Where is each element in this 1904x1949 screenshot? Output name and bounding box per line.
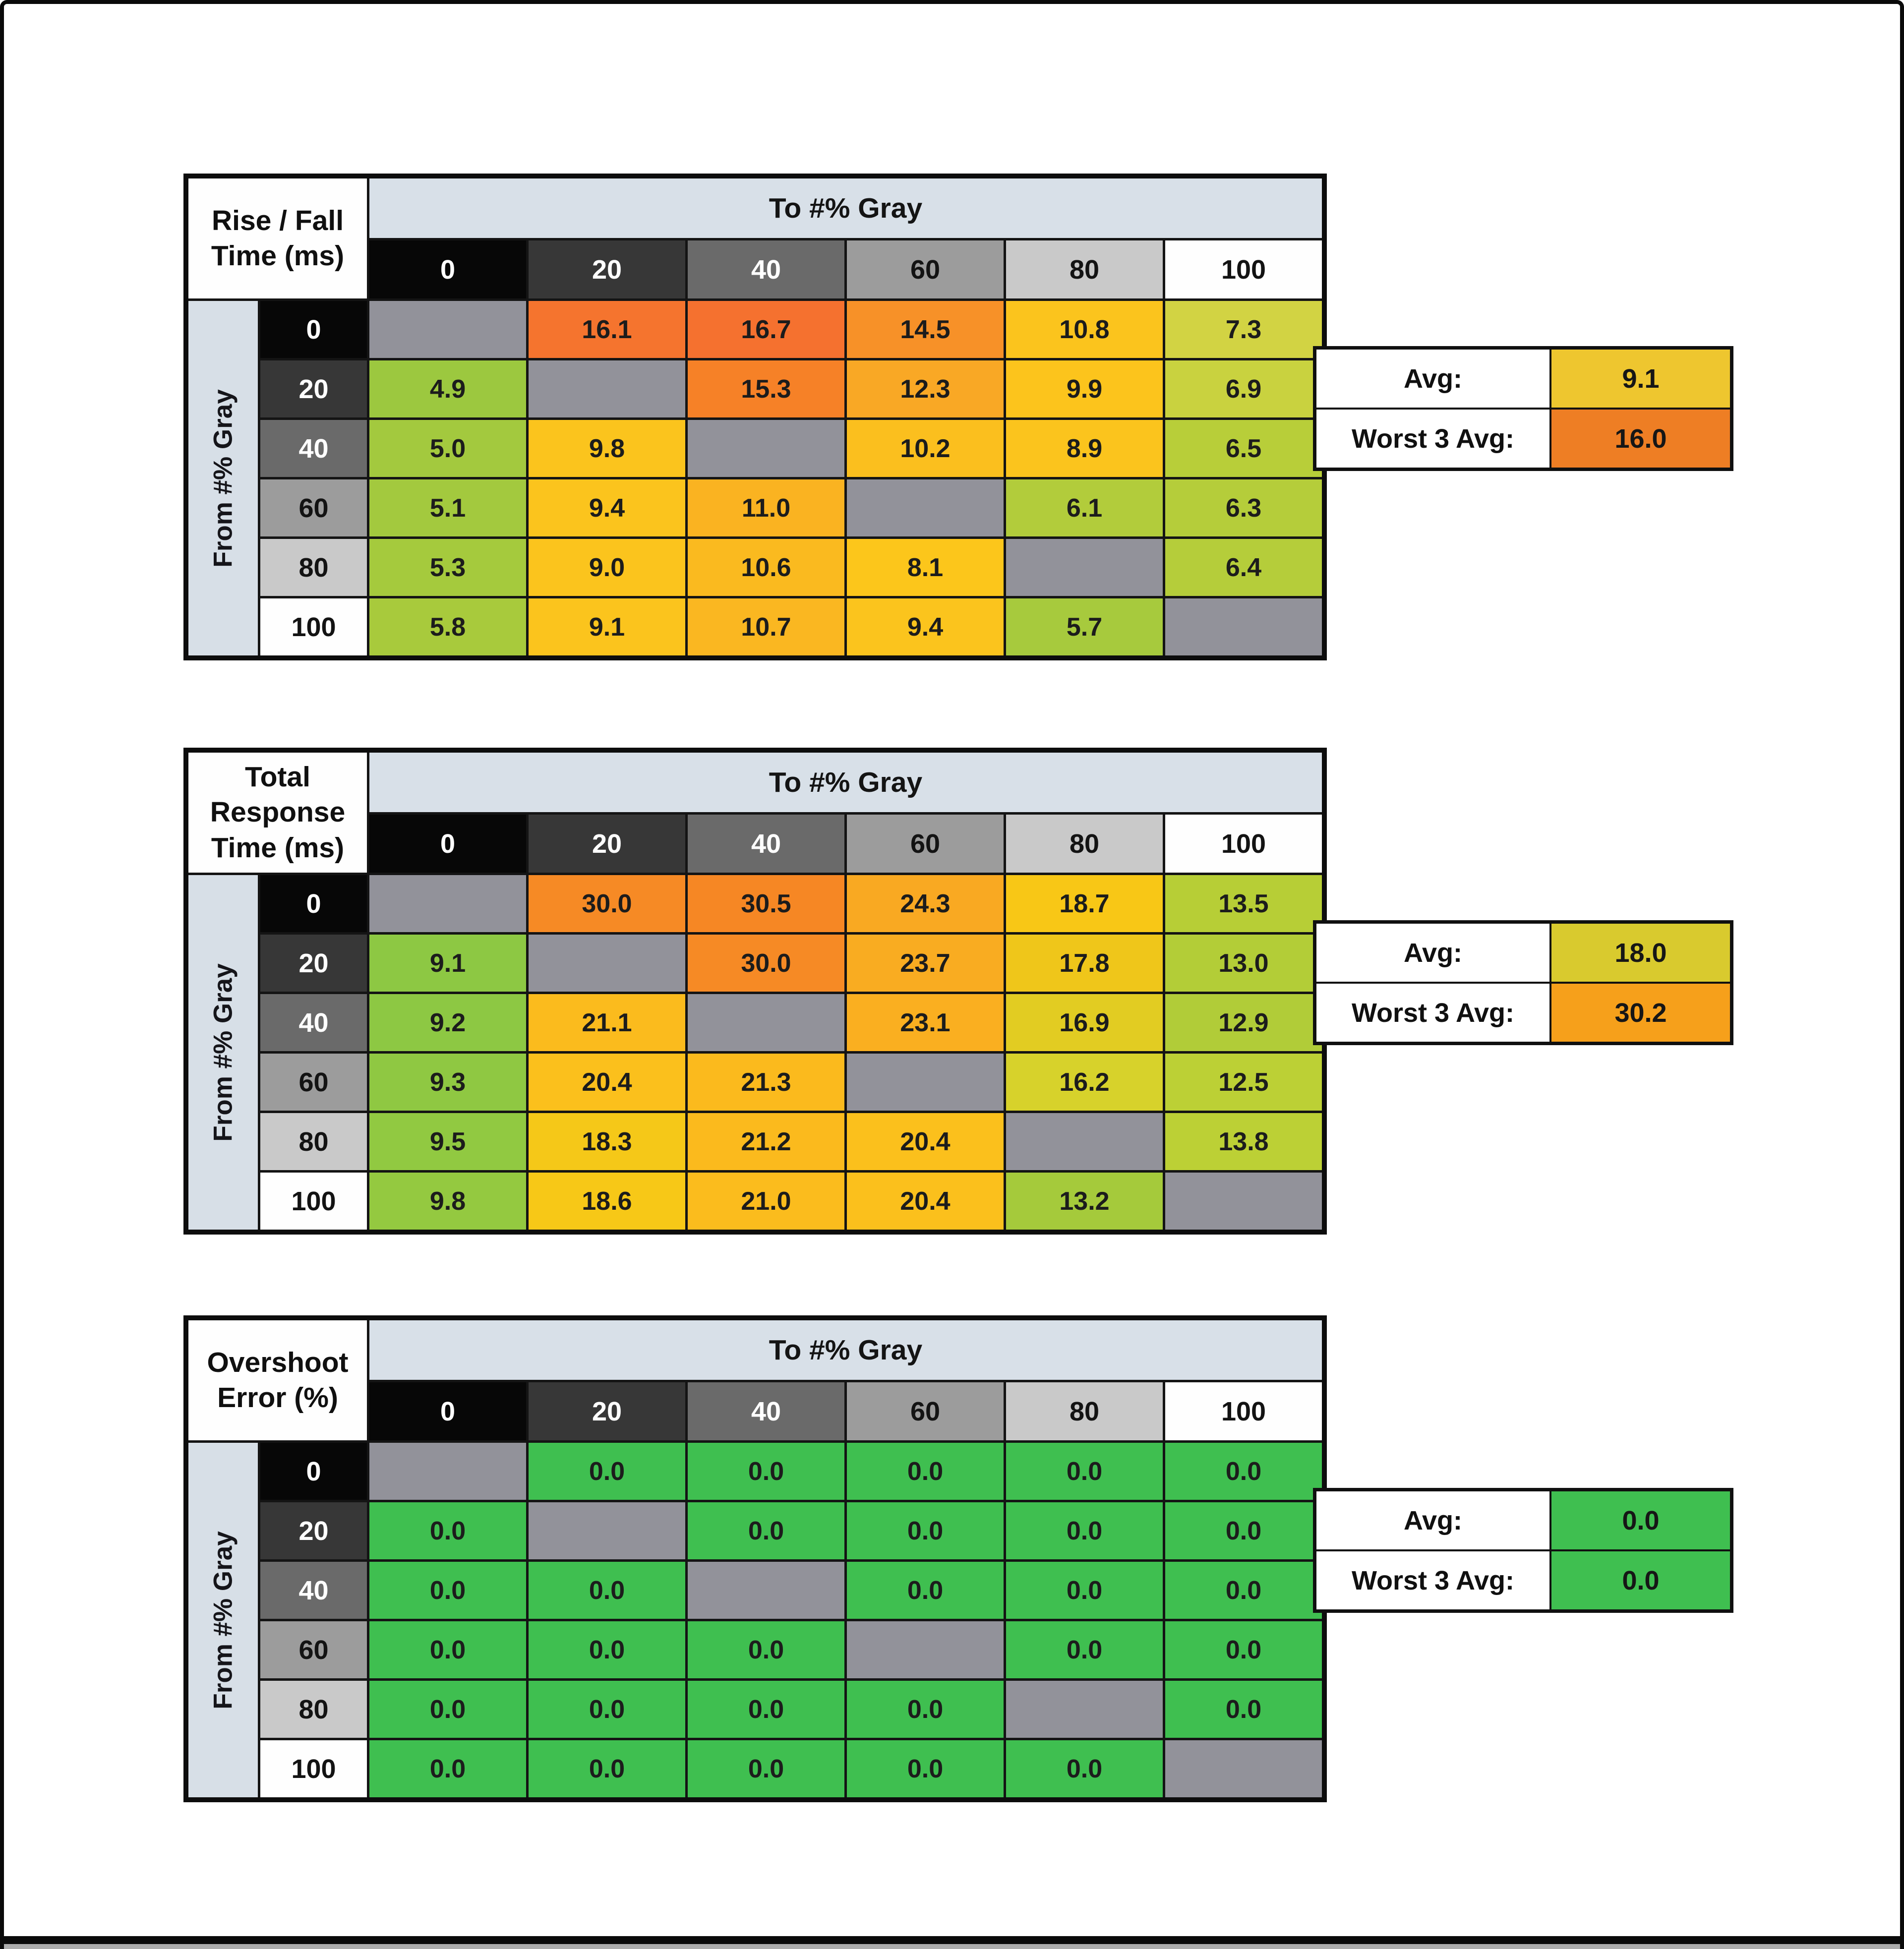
value-cell: 0.0: [1005, 1501, 1164, 1561]
row-header-40: 40: [259, 993, 368, 1053]
row-header-60: 60: [259, 478, 368, 538]
value-cell: 11.0: [687, 478, 846, 538]
diagonal-cell: [1005, 1680, 1164, 1739]
col-header-60: 60: [846, 814, 1005, 874]
header-row-group: [186, 750, 1324, 814]
value-cell: 9.9: [1005, 359, 1164, 419]
summary-box-overshoot-error: [1313, 1488, 1733, 1613]
col-header-80: 80: [1005, 814, 1164, 874]
value-cell: 0.0: [687, 1501, 846, 1561]
diagonal-cell: [1005, 538, 1164, 597]
value-cell: 9.5: [368, 1112, 528, 1172]
diagonal-cell: [528, 359, 687, 419]
value-cell: 6.9: [1164, 359, 1325, 419]
data-row: [186, 1442, 1324, 1501]
table-title-line1: Total Response: [210, 761, 346, 828]
col-header-60: 60: [846, 239, 1005, 300]
table-title-line2: Time (ms): [211, 240, 345, 272]
value-cell: 0.0: [528, 1739, 687, 1800]
col-group-label: To #% Gray: [368, 1318, 1325, 1381]
value-cell: 23.1: [846, 993, 1005, 1053]
value-cell: 12.5: [1164, 1053, 1325, 1112]
data-row: [186, 934, 1324, 993]
value-cell: 14.5: [846, 300, 1005, 359]
value-cell: 23.7: [846, 934, 1005, 993]
col-header-0: 0: [368, 1381, 528, 1442]
value-cell: 9.1: [368, 934, 528, 993]
table-title: [186, 1318, 368, 1442]
value-cell: 0.0: [846, 1680, 1005, 1739]
table-title-line1: Overshoot: [207, 1346, 349, 1378]
data-row: [186, 1172, 1324, 1233]
section-rise-fall-time: [183, 174, 1667, 660]
data-row: [186, 300, 1324, 359]
value-cell: 5.1: [368, 478, 528, 538]
data-row: [186, 478, 1324, 538]
value-cell: 16.1: [528, 300, 687, 359]
table-title-line2: Time (ms): [211, 831, 345, 864]
value-cell: 16.9: [1005, 993, 1164, 1053]
value-cell: 0.0: [1005, 1620, 1164, 1680]
value-cell: 10.2: [846, 419, 1005, 478]
value-cell: 0.0: [528, 1442, 687, 1501]
value-cell: 0.0: [1164, 1680, 1325, 1739]
header-row-group: [186, 176, 1324, 239]
bottom-frame-line: [4, 1936, 1900, 1944]
row-header-0: 0: [259, 874, 368, 934]
value-cell: 13.5: [1164, 874, 1325, 934]
value-cell: 0.0: [1005, 1561, 1164, 1620]
worst3-avg-value: 16.0: [1551, 410, 1730, 468]
data-row: [186, 1112, 1324, 1172]
data-row: [186, 1680, 1324, 1739]
value-cell: 20.4: [846, 1172, 1005, 1233]
value-cell: 0.0: [687, 1620, 846, 1680]
value-cell: 9.2: [368, 993, 528, 1053]
row-header-0: 0: [259, 300, 368, 359]
value-cell: 0.0: [846, 1442, 1005, 1501]
value-cell: 15.3: [687, 359, 846, 419]
diagonal-cell: [368, 874, 528, 934]
value-cell: 0.0: [846, 1739, 1005, 1800]
value-cell: 0.0: [528, 1620, 687, 1680]
value-cell: 12.3: [846, 359, 1005, 419]
col-header-0: 0: [368, 239, 528, 300]
diagonal-cell: [368, 300, 528, 359]
row-group-label: From #% Gray: [208, 389, 238, 568]
value-cell: 30.0: [687, 934, 846, 993]
data-row: [186, 993, 1324, 1053]
col-header-100: 100: [1164, 814, 1325, 874]
avg-value: 18.0: [1551, 924, 1730, 982]
diagonal-cell: [846, 1620, 1005, 1680]
value-cell: 0.0: [528, 1680, 687, 1739]
diagonal-cell: [846, 1053, 1005, 1112]
bottom-frame-strip: [4, 1944, 1900, 1949]
table-title: [186, 750, 368, 874]
diagonal-cell: [528, 1501, 687, 1561]
diagonal-cell: [1164, 597, 1325, 658]
value-cell: 0.0: [846, 1501, 1005, 1561]
row-header-40: 40: [259, 1561, 368, 1620]
heatmap-overshoot-error: [183, 1315, 1327, 1802]
avg-label: Avg:: [1316, 1491, 1549, 1549]
col-group-label: To #% Gray: [368, 750, 1325, 814]
value-cell: 9.3: [368, 1053, 528, 1112]
diagonal-cell: [846, 478, 1005, 538]
summary-box-total-response-time: [1313, 920, 1733, 1045]
value-cell: 13.0: [1164, 934, 1325, 993]
row-header-20: 20: [259, 1501, 368, 1561]
value-cell: 0.0: [368, 1561, 528, 1620]
col-header-100: 100: [1164, 1381, 1325, 1442]
value-cell: 0.0: [1164, 1620, 1325, 1680]
value-cell: 16.7: [687, 300, 846, 359]
heatmap-total-response-time: [183, 748, 1327, 1235]
value-cell: 9.1: [528, 597, 687, 658]
col-header-80: 80: [1005, 239, 1164, 300]
avg-value: 0.0: [1551, 1491, 1730, 1549]
row-header-100: 100: [259, 1739, 368, 1800]
value-cell: 6.5: [1164, 419, 1325, 478]
section-total-response-time: [183, 748, 1667, 1235]
value-cell: 18.6: [528, 1172, 687, 1233]
header-row-group: [186, 1318, 1324, 1381]
value-cell: 9.8: [368, 1172, 528, 1233]
value-cell: 9.4: [528, 478, 687, 538]
col-header-20: 20: [528, 1381, 687, 1442]
row-header-20: 20: [259, 359, 368, 419]
diagonal-cell: [368, 1442, 528, 1501]
data-row: [186, 419, 1324, 478]
row-header-40: 40: [259, 419, 368, 478]
value-cell: 20.4: [528, 1053, 687, 1112]
value-cell: 12.9: [1164, 993, 1325, 1053]
row-header-100: 100: [259, 1172, 368, 1233]
value-cell: 30.0: [528, 874, 687, 934]
diagonal-cell: [1164, 1739, 1325, 1800]
value-cell: 6.1: [1005, 478, 1164, 538]
value-cell: 10.7: [687, 597, 846, 658]
data-row: [186, 538, 1324, 597]
diagonal-cell: [528, 934, 687, 993]
worst3-avg-value: 30.2: [1551, 984, 1730, 1042]
row-header-20: 20: [259, 934, 368, 993]
diagonal-cell: [687, 1561, 846, 1620]
value-cell: 0.0: [368, 1680, 528, 1739]
row-header-100: 100: [259, 597, 368, 658]
col-header-40: 40: [687, 814, 846, 874]
avg-label: Avg:: [1316, 924, 1549, 982]
value-cell: 7.3: [1164, 300, 1325, 359]
col-header-100: 100: [1164, 239, 1325, 300]
data-row: [186, 1501, 1324, 1561]
value-cell: 5.0: [368, 419, 528, 478]
row-group-label: From #% Gray: [208, 963, 238, 1142]
data-row: [186, 874, 1324, 934]
table-title-line1: Rise / Fall: [211, 204, 344, 236]
row-group-label-cell: [186, 1442, 259, 1800]
value-cell: 5.8: [368, 597, 528, 658]
value-cell: 13.2: [1005, 1172, 1164, 1233]
value-cell: 10.8: [1005, 300, 1164, 359]
table-title: [186, 176, 368, 300]
value-cell: 9.8: [528, 419, 687, 478]
value-cell: 16.2: [1005, 1053, 1164, 1112]
value-cell: 18.3: [528, 1112, 687, 1172]
data-row: [186, 1053, 1324, 1112]
col-header-20: 20: [528, 814, 687, 874]
value-cell: 0.0: [368, 1620, 528, 1680]
col-header-40: 40: [687, 1381, 846, 1442]
value-cell: 9.4: [846, 597, 1005, 658]
row-header-60: 60: [259, 1053, 368, 1112]
data-row: [186, 597, 1324, 658]
value-cell: 0.0: [687, 1680, 846, 1739]
value-cell: 8.9: [1005, 419, 1164, 478]
value-cell: 0.0: [368, 1739, 528, 1800]
value-cell: 9.0: [528, 538, 687, 597]
value-cell: 0.0: [1164, 1501, 1325, 1561]
data-row: [186, 359, 1324, 419]
value-cell: 0.0: [1005, 1739, 1164, 1800]
value-cell: 0.0: [846, 1561, 1005, 1620]
value-cell: 0.0: [1164, 1561, 1325, 1620]
row-header-80: 80: [259, 1112, 368, 1172]
value-cell: 21.1: [528, 993, 687, 1053]
diagonal-cell: [687, 993, 846, 1053]
worst3-avg-label: Worst 3 Avg:: [1316, 410, 1549, 468]
value-cell: 6.4: [1164, 538, 1325, 597]
row-header-80: 80: [259, 538, 368, 597]
value-cell: 0.0: [1005, 1442, 1164, 1501]
diagonal-cell: [1164, 1172, 1325, 1233]
value-cell: 10.6: [687, 538, 846, 597]
value-cell: 0.0: [1164, 1442, 1325, 1501]
data-row: [186, 1620, 1324, 1680]
value-cell: 6.3: [1164, 478, 1325, 538]
value-cell: 0.0: [687, 1739, 846, 1800]
row-group-label-cell: [186, 300, 259, 658]
diagonal-cell: [687, 419, 846, 478]
value-cell: 21.0: [687, 1172, 846, 1233]
worst3-avg-label: Worst 3 Avg:: [1316, 984, 1549, 1042]
row-group-label-cell: [186, 874, 259, 1233]
value-cell: 0.0: [687, 1442, 846, 1501]
row-header-80: 80: [259, 1680, 368, 1739]
value-cell: 21.2: [687, 1112, 846, 1172]
value-cell: 24.3: [846, 874, 1005, 934]
diagonal-cell: [1005, 1112, 1164, 1172]
data-row: [186, 1739, 1324, 1800]
data-row: [186, 1561, 1324, 1620]
col-group-label: To #% Gray: [368, 176, 1325, 239]
summary-box-rise-fall-time: [1313, 346, 1733, 471]
avg-value: 9.1: [1551, 350, 1730, 408]
value-cell: 20.4: [846, 1112, 1005, 1172]
value-cell: 30.5: [687, 874, 846, 934]
value-cell: 18.7: [1005, 874, 1164, 934]
worst3-avg-label: Worst 3 Avg:: [1316, 1551, 1549, 1609]
row-header-60: 60: [259, 1620, 368, 1680]
col-header-60: 60: [846, 1381, 1005, 1442]
value-cell: 4.9: [368, 359, 528, 419]
worst3-avg-value: 0.0: [1551, 1551, 1730, 1609]
value-cell: 5.3: [368, 538, 528, 597]
col-header-0: 0: [368, 814, 528, 874]
value-cell: 13.8: [1164, 1112, 1325, 1172]
value-cell: 5.7: [1005, 597, 1164, 658]
value-cell: 0.0: [368, 1501, 528, 1561]
value-cell: 0.0: [528, 1561, 687, 1620]
row-group-label: From #% Gray: [208, 1531, 238, 1710]
value-cell: 17.8: [1005, 934, 1164, 993]
avg-label: Avg:: [1316, 350, 1549, 408]
row-header-0: 0: [259, 1442, 368, 1501]
col-header-20: 20: [528, 239, 687, 300]
value-cell: 8.1: [846, 538, 1005, 597]
heatmap-rise-fall-time: [183, 174, 1327, 660]
section-overshoot-error: [183, 1315, 1660, 1802]
table-title-line2: Error (%): [217, 1382, 338, 1414]
value-cell: 21.3: [687, 1053, 846, 1112]
col-header-80: 80: [1005, 1381, 1164, 1442]
col-header-40: 40: [687, 239, 846, 300]
